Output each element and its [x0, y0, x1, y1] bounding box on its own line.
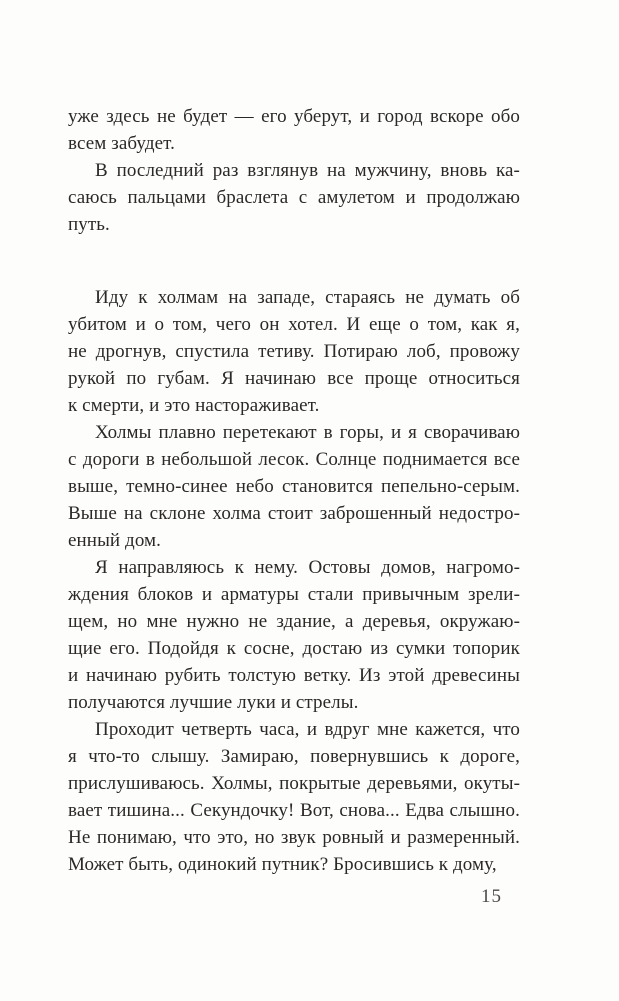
text-line: щем, но мне нужно не здание, а деревья, окружаю- — [68, 611, 520, 632]
text-line: Не понимаю, что это, но звук ровный и размеренный. — [68, 827, 520, 848]
text-line: саюсь пальцами браслета с амулетом и продолжаю — [68, 187, 520, 208]
text-line: прислушиваюсь. Холмы, покрытые деревьями, окуты- — [68, 773, 520, 794]
text-line: убитом и о том, чего он хотел. И еще о том, как я, — [68, 314, 520, 335]
text-line: Холмы плавно перетекают в горы, и я сворачиваю — [95, 422, 520, 443]
paragraph — [68, 157, 520, 238]
text-line: В последний раз взглянув на мужчину, вновь ка- — [95, 160, 520, 181]
paragraph — [68, 716, 520, 878]
text-line: Проходит четверть часа, и вдруг мне кажется, что — [95, 719, 520, 740]
text-line: выше, темно-синее небо становится пепельно-серым. — [68, 476, 520, 497]
text-line: ждения блоков и арматуры стали привычным зрели- — [68, 584, 520, 605]
text-line: щие его. Подойдя к сосне, достаю из сумки топорик — [68, 638, 520, 659]
text-line: я что-то слышу. Замираю, повернувшись к дороге, — [68, 746, 520, 767]
text-line: с дороги в небольшой лесок. Солнце поднимается все — [68, 449, 520, 470]
paragraph — [68, 103, 520, 157]
paragraph — [68, 554, 520, 716]
body-text — [68, 103, 520, 878]
paragraph — [68, 419, 520, 554]
text-line: Иду к холмам на западе, стараясь не думать об — [95, 287, 520, 308]
text-line: Выше на склоне холма стоит заброшенный недостро- — [68, 503, 520, 524]
page-number: 15 — [481, 886, 502, 907]
text-line: получаются лучшие луки и стрелы. — [68, 692, 359, 713]
text-line: вает тишина... Секундочку! Вот, снова... Едва слышно. — [68, 800, 520, 821]
text-line: и начинаю рубить толстую ветку. Из этой древесины — [68, 665, 520, 686]
text-line: Может быть, одинокий путник? Бросившись к дому, — [68, 854, 497, 875]
text-line: Я направляюсь к нему. Остовы домов, нагромо- — [95, 557, 520, 578]
paragraph — [68, 284, 520, 419]
text-line: енный дом. — [68, 530, 162, 551]
text-line: к смерти, и это настораживает. — [68, 395, 320, 416]
text-line: уже здесь не будет — его уберут, и город вскоре обо — [68, 106, 520, 127]
text-line: путь. — [68, 214, 110, 235]
text-line: не дрогнув, спустила тетиву. Потираю лоб, провожу — [68, 341, 520, 362]
text-line: всем забудет. — [68, 133, 175, 154]
text-line: рукой по губам. Я начинаю все проще относиться — [68, 368, 520, 389]
